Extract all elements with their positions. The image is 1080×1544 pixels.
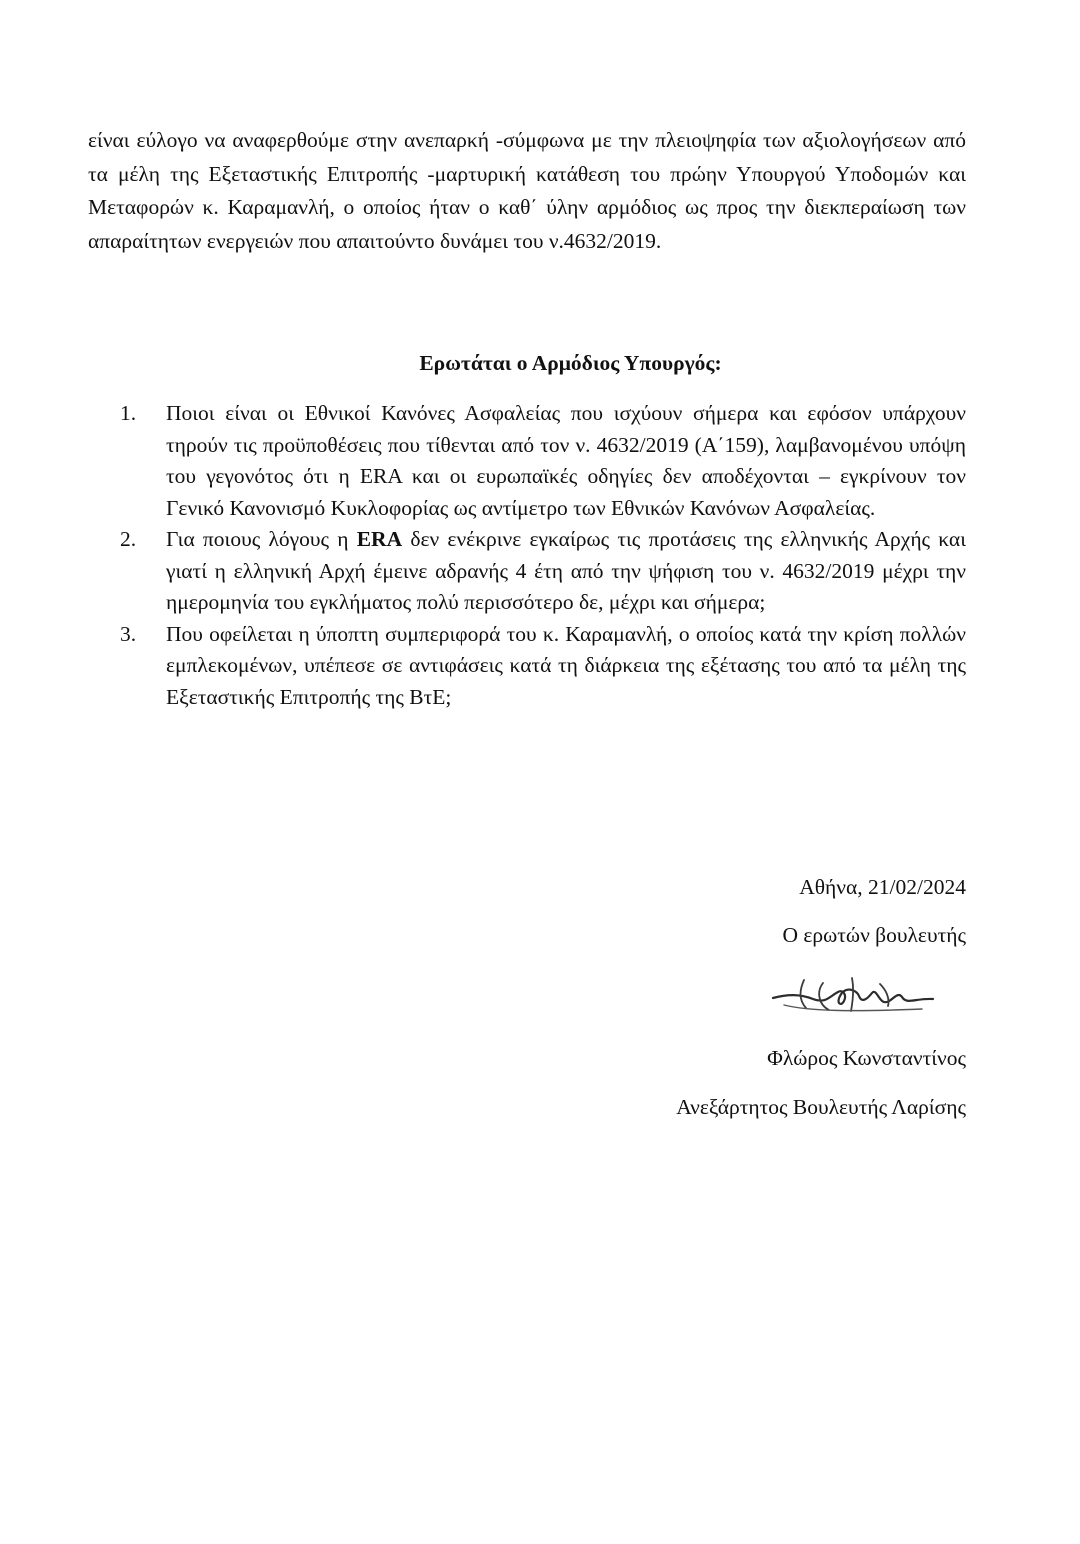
question-text-start: Για ποιους λόγους η [166, 527, 357, 551]
intro-paragraph: είναι εύλογο να αναφερθούμε στην ανεπαρκή -σύμφωνα με την πλειοψηφία των αξιολογήσεων από τα μέλη της Εξεταστικής Επιτροπής -μαρτυρική κατάθεση του πρώην Υπουργού Υποδομών και Μεταφορών κ. Καραμανλή, ο οποίος ήταν ο καθ΄ ύλην αρμόδιος ως προς την διεκπεραίωση των απαραίτητων ενεργειών που απαιτούντο δυνάμει του ν.4632/2019. [88, 128, 966, 253]
question-number: 1. [120, 401, 137, 425]
signer-title: Ανεξάρτητος Βουλευτής Λαρίσης [676, 1095, 966, 1119]
question-number: 3. [120, 621, 137, 646]
handwritten-signature-icon [768, 974, 938, 1016]
signer-name: Φλώρος Κωνσταντίνος [767, 1046, 966, 1070]
question-text: Που οφείλεται η ύποπτη συμπεριφορά του κ. Καραμανλή, ο οποίος κατά την κρίση πολλών εμπλεκομένων, υπέπεσε σε αντιφάσεις κατά τη διάρκεια της εξέτασης του από τα μέλη της Εξεταστικής Επιτροπής της ΒτΕ; [166, 621, 966, 709]
question-bold-term: ERA [356, 527, 403, 551]
question-number: 2. [120, 527, 137, 551]
questions-list [120, 398, 966, 713]
question-item-3 [120, 619, 966, 714]
place-date: Αθήνα, 21/02/2024 [799, 875, 966, 899]
question-item-1 [120, 398, 966, 524]
question-item-2 [120, 524, 966, 619]
question-text-end: δεν ενέκρινε εγκαίρως τις προτάσεις της ελληνικής Αρχής και γιατί η ελληνική Αρχή έμεινε αδρανής 4 έτη από την ψήφιση του ν. 4632/2019 μέχρι την ημερομηνία του εγκλήματος πολύ περισσότερο δε, μέχρι και σήμερα; [166, 527, 966, 614]
question-heading: Ερωτάται ο Αρμόδιος Υπουργός: [419, 351, 722, 375]
signer-role: Ο ερωτών βουλευτής [782, 923, 966, 947]
question-text: Ποιοι είναι οι Εθνικοί Κανόνες Ασφαλείας που ισχύουν σήμερα και εφόσον υπάρχουν τηρούν τις προϋποθέσεις που τίθενται από τον ν. 4632/2019 (Α΄159), λαμβανομένου υπόψη του γεγονότος ότι η ERA και οι ευρωπαϊκές οδηγίες δεν αποδέχονται – εγκρίνουν τον Γενικό Κανονισμό Κυκλοφορίας ως αντίμετρο των Εθνικών Κανόνων Ασφαλείας. [166, 401, 966, 520]
